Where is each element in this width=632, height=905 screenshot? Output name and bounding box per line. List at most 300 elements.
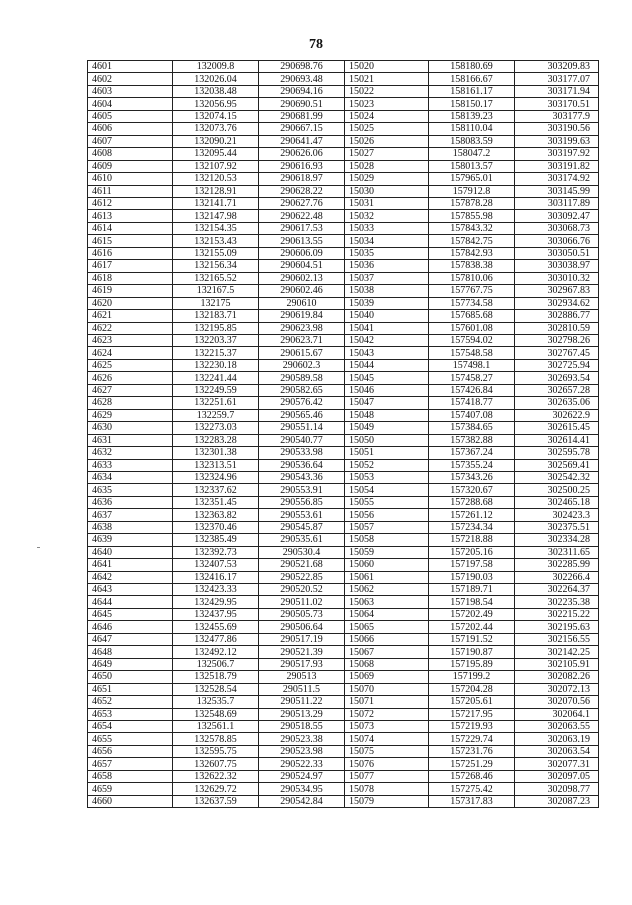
table-row [88, 521, 599, 533]
point-number-cell: 4626 [88, 372, 173, 384]
point-number-cell: 4657 [88, 758, 173, 770]
point-number-cell: 15054 [345, 484, 429, 496]
point-number-cell: 15025 [345, 123, 429, 135]
point-number-cell: 4639 [88, 534, 173, 546]
x-coordinate-cell: 132283.28 [173, 434, 259, 446]
point-number-cell: 15033 [345, 222, 429, 234]
y-coordinate-cell: 290530.4 [259, 546, 345, 558]
x-coordinate-cell: 132595.75 [173, 745, 259, 757]
y-coordinate-cell: 290518.55 [259, 721, 345, 733]
point-number-cell: 4630 [88, 422, 173, 434]
table-row [88, 783, 599, 795]
point-number-cell: 15077 [345, 770, 429, 782]
y-coordinate-cell: 302375.51 [515, 521, 599, 533]
x-coordinate-cell: 157498.1 [429, 359, 515, 371]
y-coordinate-cell: 290617.53 [259, 222, 345, 234]
x-coordinate-cell: 157251.29 [429, 758, 515, 770]
x-coordinate-cell: 132455.69 [173, 621, 259, 633]
x-coordinate-cell: 157205.61 [429, 696, 515, 708]
x-coordinate-cell: 157382.88 [429, 434, 515, 446]
point-number-cell: 15064 [345, 608, 429, 620]
table-row [88, 546, 599, 558]
page-number: 78 [309, 37, 323, 52]
point-number-cell: 4635 [88, 484, 173, 496]
table-row [88, 733, 599, 745]
point-number-cell: 4613 [88, 210, 173, 222]
x-coordinate-cell: 132038.48 [173, 85, 259, 97]
y-coordinate-cell: 290604.51 [259, 260, 345, 272]
table-row [88, 559, 599, 571]
point-number-cell: 4605 [88, 110, 173, 122]
y-coordinate-cell: 302615.45 [515, 422, 599, 434]
x-coordinate-cell: 157275.42 [429, 783, 515, 795]
point-number-cell: 15052 [345, 459, 429, 471]
table-row [88, 633, 599, 645]
x-coordinate-cell: 157355.24 [429, 459, 515, 471]
x-coordinate-cell: 158110.04 [429, 123, 515, 135]
margin-mark [37, 547, 40, 548]
y-coordinate-cell: 290543.36 [259, 471, 345, 483]
point-number-cell: 15031 [345, 197, 429, 209]
x-coordinate-cell: 132230.18 [173, 359, 259, 371]
point-number-cell: 4624 [88, 347, 173, 359]
x-coordinate-cell: 157842.93 [429, 247, 515, 259]
table-row [88, 110, 599, 122]
x-coordinate-cell: 132273.03 [173, 422, 259, 434]
x-coordinate-cell: 132351.45 [173, 496, 259, 508]
point-number-cell: 4634 [88, 471, 173, 483]
y-coordinate-cell: 290506.64 [259, 621, 345, 633]
x-coordinate-cell: 157458.27 [429, 372, 515, 384]
y-coordinate-cell: 302311.65 [515, 546, 599, 558]
x-coordinate-cell: 132195.85 [173, 322, 259, 334]
y-coordinate-cell: 302595.78 [515, 447, 599, 459]
y-coordinate-cell: 290534.95 [259, 783, 345, 795]
x-coordinate-cell: 132120.53 [173, 173, 259, 185]
x-coordinate-cell: 132370.46 [173, 521, 259, 533]
point-number-cell: 15066 [345, 633, 429, 645]
y-coordinate-cell: 302098.77 [515, 783, 599, 795]
point-number-cell: 15022 [345, 85, 429, 97]
point-number-cell: 4651 [88, 683, 173, 695]
x-coordinate-cell: 132128.91 [173, 185, 259, 197]
y-coordinate-cell: 290622.48 [259, 210, 345, 222]
point-number-cell: 4636 [88, 496, 173, 508]
y-coordinate-cell: 290618.97 [259, 173, 345, 185]
y-coordinate-cell: 302657.28 [515, 384, 599, 396]
table-row [88, 596, 599, 608]
y-coordinate-cell: 302767.45 [515, 347, 599, 359]
y-coordinate-cell: 290517.93 [259, 658, 345, 670]
y-coordinate-cell: 303092.47 [515, 210, 599, 222]
point-number-cell: 15063 [345, 596, 429, 608]
x-coordinate-cell: 132095.44 [173, 148, 259, 160]
table-row [88, 471, 599, 483]
x-coordinate-cell: 132518.79 [173, 671, 259, 683]
x-coordinate-cell: 132154.35 [173, 222, 259, 234]
table-row [88, 173, 599, 185]
y-coordinate-cell: 303050.51 [515, 247, 599, 259]
x-coordinate-cell: 157229.74 [429, 733, 515, 745]
table-row [88, 160, 599, 172]
point-number-cell: 15027 [345, 148, 429, 160]
point-number-cell: 15056 [345, 509, 429, 521]
y-coordinate-cell: 303145.99 [515, 185, 599, 197]
y-coordinate-cell: 290553.91 [259, 484, 345, 496]
point-number-cell: 4653 [88, 708, 173, 720]
x-coordinate-cell: 157317.83 [429, 795, 515, 807]
y-coordinate-cell: 290535.61 [259, 534, 345, 546]
x-coordinate-cell: 132506.7 [173, 658, 259, 670]
point-number-cell: 15043 [345, 347, 429, 359]
y-coordinate-cell: 303191.82 [515, 160, 599, 172]
y-coordinate-cell: 302967.83 [515, 285, 599, 297]
x-coordinate-cell: 132528.54 [173, 683, 259, 695]
table-row [88, 447, 599, 459]
x-coordinate-cell: 157202.44 [429, 621, 515, 633]
x-coordinate-cell: 132607.75 [173, 758, 259, 770]
y-coordinate-cell: 290553.61 [259, 509, 345, 521]
x-coordinate-cell: 132477.86 [173, 633, 259, 645]
x-coordinate-cell: 157198.54 [429, 596, 515, 608]
x-coordinate-cell: 132423.33 [173, 584, 259, 596]
point-number-cell: 4659 [88, 783, 173, 795]
x-coordinate-cell: 157231.76 [429, 745, 515, 757]
point-number-cell: 4652 [88, 696, 173, 708]
table-row [88, 646, 599, 658]
y-coordinate-cell: 302542.32 [515, 471, 599, 483]
point-number-cell: 4641 [88, 559, 173, 571]
y-coordinate-cell: 303177.07 [515, 73, 599, 85]
table-row [88, 434, 599, 446]
point-number-cell: 15024 [345, 110, 429, 122]
x-coordinate-cell: 132073.76 [173, 123, 259, 135]
point-number-cell: 4656 [88, 745, 173, 757]
y-coordinate-cell: 290589.58 [259, 372, 345, 384]
table-row [88, 608, 599, 620]
y-coordinate-cell: 303010.32 [515, 272, 599, 284]
point-number-cell: 15046 [345, 384, 429, 396]
x-coordinate-cell: 132009.8 [173, 61, 259, 73]
point-number-cell: 4655 [88, 733, 173, 745]
y-coordinate-cell: 303174.92 [515, 173, 599, 185]
x-coordinate-cell: 157234.34 [429, 521, 515, 533]
x-coordinate-cell: 132629.72 [173, 783, 259, 795]
x-coordinate-cell: 157843.32 [429, 222, 515, 234]
point-number-cell: 4622 [88, 322, 173, 334]
y-coordinate-cell: 290542.84 [259, 795, 345, 807]
x-coordinate-cell: 132153.43 [173, 235, 259, 247]
table-row [88, 322, 599, 334]
point-number-cell: 4601 [88, 61, 173, 73]
x-coordinate-cell: 157685.68 [429, 310, 515, 322]
point-number-cell: 4644 [88, 596, 173, 608]
y-coordinate-cell: 303066.76 [515, 235, 599, 247]
x-coordinate-cell: 157268.46 [429, 770, 515, 782]
y-coordinate-cell: 290565.46 [259, 409, 345, 421]
y-coordinate-cell: 290520.52 [259, 584, 345, 596]
point-number-cell: 15026 [345, 135, 429, 147]
point-number-cell: 4640 [88, 546, 173, 558]
y-coordinate-cell: 290613.55 [259, 235, 345, 247]
y-coordinate-cell: 290513 [259, 671, 345, 683]
point-number-cell: 4628 [88, 397, 173, 409]
y-coordinate-cell: 290690.51 [259, 98, 345, 110]
y-coordinate-cell: 302082.26 [515, 671, 599, 683]
point-number-cell: 15048 [345, 409, 429, 421]
point-number-cell: 15071 [345, 696, 429, 708]
point-number-cell: 4602 [88, 73, 173, 85]
point-number-cell: 15068 [345, 658, 429, 670]
table-row [88, 708, 599, 720]
x-coordinate-cell: 157219.93 [429, 721, 515, 733]
table-row [88, 334, 599, 346]
x-coordinate-cell: 157320.67 [429, 484, 515, 496]
table-row [88, 197, 599, 209]
point-number-cell: 4607 [88, 135, 173, 147]
table-row [88, 745, 599, 757]
y-coordinate-cell: 290513.29 [259, 708, 345, 720]
point-number-cell: 15053 [345, 471, 429, 483]
table-row [88, 310, 599, 322]
point-number-cell: 4632 [88, 447, 173, 459]
x-coordinate-cell: 158161.17 [429, 85, 515, 97]
table-row [88, 135, 599, 147]
point-number-cell: 15078 [345, 783, 429, 795]
x-coordinate-cell: 132363.82 [173, 509, 259, 521]
y-coordinate-cell: 290523.38 [259, 733, 345, 745]
x-coordinate-cell: 157965.01 [429, 173, 515, 185]
y-coordinate-cell: 290556.85 [259, 496, 345, 508]
y-coordinate-cell: 290522.85 [259, 571, 345, 583]
point-number-cell: 15041 [345, 322, 429, 334]
table-row [88, 185, 599, 197]
point-number-cell: 4604 [88, 98, 173, 110]
y-coordinate-cell: 290545.87 [259, 521, 345, 533]
y-coordinate-cell: 290627.76 [259, 197, 345, 209]
y-coordinate-cell: 302266.4 [515, 571, 599, 583]
y-coordinate-cell: 290511.5 [259, 683, 345, 695]
y-coordinate-cell: 303068.73 [515, 222, 599, 234]
x-coordinate-cell: 132249.59 [173, 384, 259, 396]
x-coordinate-cell: 157601.08 [429, 322, 515, 334]
point-number-cell: 4625 [88, 359, 173, 371]
x-coordinate-cell: 157855.98 [429, 210, 515, 222]
y-coordinate-cell: 290628.22 [259, 185, 345, 197]
x-coordinate-cell: 132492.12 [173, 646, 259, 658]
x-coordinate-cell: 157217.95 [429, 708, 515, 720]
table-row [88, 123, 599, 135]
table-row [88, 384, 599, 396]
y-coordinate-cell: 302810.59 [515, 322, 599, 334]
point-number-cell: 15060 [345, 559, 429, 571]
table-row [88, 222, 599, 234]
table-row [88, 683, 599, 695]
x-coordinate-cell: 157548.58 [429, 347, 515, 359]
table-row [88, 770, 599, 782]
point-number-cell: 4638 [88, 521, 173, 533]
y-coordinate-cell: 302063.19 [515, 733, 599, 745]
point-number-cell: 4618 [88, 272, 173, 284]
x-coordinate-cell: 132416.17 [173, 571, 259, 583]
y-coordinate-cell: 290641.47 [259, 135, 345, 147]
y-coordinate-cell: 302264.37 [515, 584, 599, 596]
x-coordinate-cell: 157190.87 [429, 646, 515, 658]
table-row [88, 372, 599, 384]
table-row [88, 272, 599, 284]
table-row [88, 235, 599, 247]
table-row [88, 85, 599, 97]
x-coordinate-cell: 157594.02 [429, 334, 515, 346]
point-number-cell: 15075 [345, 745, 429, 757]
x-coordinate-cell: 132141.71 [173, 197, 259, 209]
y-coordinate-cell: 302077.31 [515, 758, 599, 770]
table-row [88, 584, 599, 596]
table-row [88, 484, 599, 496]
x-coordinate-cell: 132313.51 [173, 459, 259, 471]
x-coordinate-cell: 132407.53 [173, 559, 259, 571]
x-coordinate-cell: 132167.5 [173, 285, 259, 297]
point-number-cell: 15076 [345, 758, 429, 770]
point-number-cell: 15029 [345, 173, 429, 185]
point-number-cell: 15062 [345, 584, 429, 596]
point-number-cell: 4643 [88, 584, 173, 596]
point-number-cell: 15049 [345, 422, 429, 434]
y-coordinate-cell: 303209.83 [515, 61, 599, 73]
x-coordinate-cell: 132437.95 [173, 608, 259, 620]
y-coordinate-cell: 302064.1 [515, 708, 599, 720]
x-coordinate-cell: 132155.09 [173, 247, 259, 259]
point-number-cell: 15021 [345, 73, 429, 85]
y-coordinate-cell: 290602.46 [259, 285, 345, 297]
point-number-cell: 4649 [88, 658, 173, 670]
point-number-cell: 15061 [345, 571, 429, 583]
x-coordinate-cell: 132548.69 [173, 708, 259, 720]
x-coordinate-cell: 157190.03 [429, 571, 515, 583]
x-coordinate-cell: 132259.7 [173, 409, 259, 421]
y-coordinate-cell: 290511.02 [259, 596, 345, 608]
x-coordinate-cell: 158180.69 [429, 61, 515, 73]
x-coordinate-cell: 157195.89 [429, 658, 515, 670]
table-row [88, 247, 599, 259]
y-coordinate-cell: 290521.39 [259, 646, 345, 658]
point-number-cell: 4616 [88, 247, 173, 259]
y-coordinate-cell: 302235.38 [515, 596, 599, 608]
y-coordinate-cell: 290540.77 [259, 434, 345, 446]
x-coordinate-cell: 157384.65 [429, 422, 515, 434]
x-coordinate-cell: 132107.92 [173, 160, 259, 172]
y-coordinate-cell: 302142.25 [515, 646, 599, 658]
point-number-cell: 15070 [345, 683, 429, 695]
coordinates-table [87, 60, 599, 808]
point-number-cell: 15047 [345, 397, 429, 409]
y-coordinate-cell: 290610 [259, 297, 345, 309]
point-number-cell: 15036 [345, 260, 429, 272]
point-number-cell: 15042 [345, 334, 429, 346]
y-coordinate-cell: 303171.94 [515, 85, 599, 97]
point-number-cell: 4645 [88, 608, 173, 620]
x-coordinate-cell: 157767.75 [429, 285, 515, 297]
table-row [88, 696, 599, 708]
point-number-cell: 15039 [345, 297, 429, 309]
y-coordinate-cell: 303199.63 [515, 135, 599, 147]
y-coordinate-cell: 290533.98 [259, 447, 345, 459]
x-coordinate-cell: 157842.75 [429, 235, 515, 247]
x-coordinate-cell: 132165.52 [173, 272, 259, 284]
y-coordinate-cell: 302886.77 [515, 310, 599, 322]
y-coordinate-cell: 302693.54 [515, 372, 599, 384]
x-coordinate-cell: 132056.95 [173, 98, 259, 110]
point-number-cell: 4620 [88, 297, 173, 309]
point-number-cell: 15038 [345, 285, 429, 297]
x-coordinate-cell: 158047.2 [429, 148, 515, 160]
table-row [88, 459, 599, 471]
x-coordinate-cell: 132074.15 [173, 110, 259, 122]
x-coordinate-cell: 132215.37 [173, 347, 259, 359]
point-number-cell: 15020 [345, 61, 429, 73]
y-coordinate-cell: 302622.9 [515, 409, 599, 421]
point-number-cell: 15074 [345, 733, 429, 745]
table-row [88, 285, 599, 297]
y-coordinate-cell: 302934.62 [515, 297, 599, 309]
table-row [88, 758, 599, 770]
table-row [88, 397, 599, 409]
table-row [88, 795, 599, 807]
x-coordinate-cell: 157202.49 [429, 608, 515, 620]
x-coordinate-cell: 157912.8 [429, 185, 515, 197]
y-coordinate-cell: 290505.73 [259, 608, 345, 620]
point-number-cell: 15057 [345, 521, 429, 533]
point-number-cell: 4646 [88, 621, 173, 633]
point-number-cell: 4614 [88, 222, 173, 234]
x-coordinate-cell: 157218.88 [429, 534, 515, 546]
x-coordinate-cell: 132561.1 [173, 721, 259, 733]
y-coordinate-cell: 302614.41 [515, 434, 599, 446]
y-coordinate-cell: 303038.97 [515, 260, 599, 272]
point-number-cell: 4610 [88, 173, 173, 185]
table-row [88, 721, 599, 733]
table-row [88, 210, 599, 222]
x-coordinate-cell: 132203.37 [173, 334, 259, 346]
point-number-cell: 4611 [88, 185, 173, 197]
x-coordinate-cell: 132622.32 [173, 770, 259, 782]
y-coordinate-cell: 290517.19 [259, 633, 345, 645]
x-coordinate-cell: 157204.28 [429, 683, 515, 695]
x-coordinate-cell: 132090.21 [173, 135, 259, 147]
table-row [88, 658, 599, 670]
table-row [88, 509, 599, 521]
point-number-cell: 4627 [88, 384, 173, 396]
x-coordinate-cell: 132175 [173, 297, 259, 309]
x-coordinate-cell: 132183.71 [173, 310, 259, 322]
x-coordinate-cell: 157734.58 [429, 297, 515, 309]
point-number-cell: 4608 [88, 148, 173, 160]
y-coordinate-cell: 290524.97 [259, 770, 345, 782]
y-coordinate-cell: 290511.22 [259, 696, 345, 708]
x-coordinate-cell: 158150.17 [429, 98, 515, 110]
y-coordinate-cell: 290523.98 [259, 745, 345, 757]
point-number-cell: 4619 [88, 285, 173, 297]
table-row [88, 148, 599, 160]
point-number-cell: 15034 [345, 235, 429, 247]
y-coordinate-cell: 290667.15 [259, 123, 345, 135]
point-number-cell: 15032 [345, 210, 429, 222]
y-coordinate-cell: 290602.13 [259, 272, 345, 284]
point-number-cell: 4633 [88, 459, 173, 471]
x-coordinate-cell: 157261.12 [429, 509, 515, 521]
point-number-cell: 15069 [345, 671, 429, 683]
point-number-cell: 4603 [88, 85, 173, 97]
